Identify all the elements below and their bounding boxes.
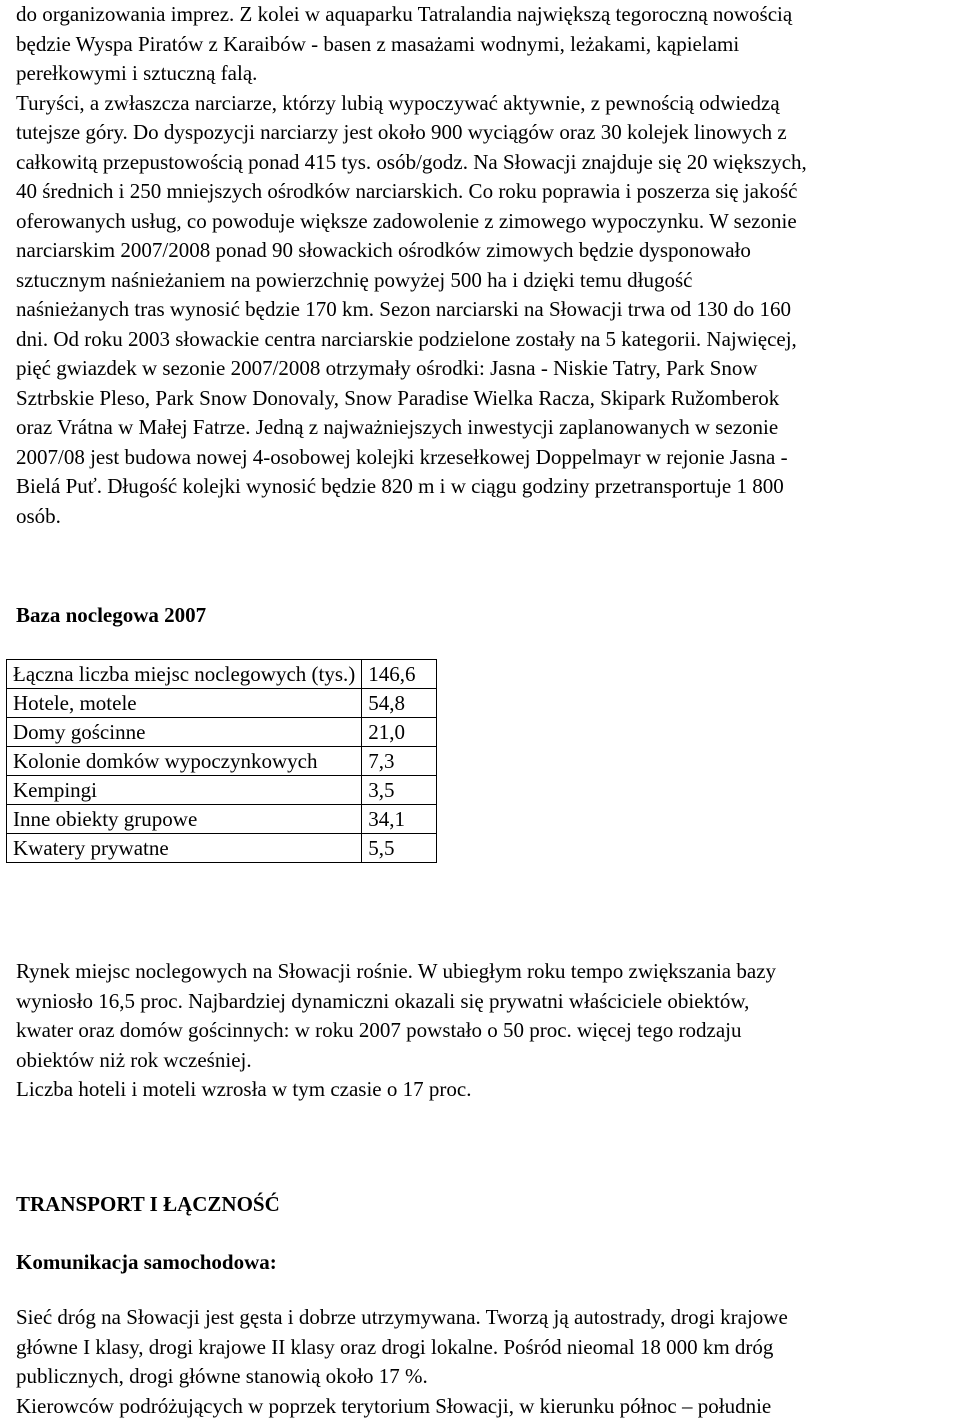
table-cell-label: Hotele, motele xyxy=(7,689,362,718)
text-line: pięć gwiazdek w sezonie 2007/2008 otrzymały ośrodki: Jasna - Niskie Tatry, Park Snow xyxy=(16,356,758,380)
text-line: całkowitą przepustowością ponad 415 tys. osób/godz. Na Słowacji znajduje się 20 większych, xyxy=(16,149,807,174)
text-line: Liczba hoteli i moteli wzrosła w tym czasie o 17 proc. xyxy=(16,1077,472,1101)
section-heading-accommodation: Baza noclegowa 2007 xyxy=(16,603,207,627)
text-line: Rynek miejsc noclegowych na Słowacji rośnie. W ubiegłym roku tempo zwiększania bazy xyxy=(16,959,777,983)
text-line: tutejsze góry. Do dyspozycji narciarzy jest około 900 wyciągów oraz 30 kolejek linowych z xyxy=(16,120,787,144)
text-line: obiektów niż rok wcześniej. xyxy=(16,1047,252,1072)
text-line: Sztrbskie Pleso, Park Snow Donovaly, Snow Paradise Wielka Racza, Skipark Ružomberok xyxy=(16,385,780,410)
table-cell-label: Domy gościnne xyxy=(7,718,362,747)
text-line: do organizowania imprez. Z kolei w aquaparku Tatralandia największą tegoroczną nowością xyxy=(16,2,793,26)
text-line: osób. xyxy=(16,503,61,528)
paragraph-accommodation-market xyxy=(16,957,776,1105)
table-cell-label: Kempingi xyxy=(7,776,362,805)
table-cell-label: Łączna liczba miejsc noclegowych (tys.) xyxy=(7,660,362,689)
accommodation-table xyxy=(6,659,437,863)
text-line: Turyści, a zwłaszcza narciarze, którzy lubią wypoczywać aktywnie, z pewnością odwiedzą xyxy=(16,90,780,115)
text-line: 2007/08 jest budowa nowej 4-osobowej kolejki krzesełkowej Doppelmayr w rejonie Jasna - xyxy=(16,444,788,469)
text-line: będzie Wyspa Piratów z Karaibów - basen z masażami wodnymi, leżakami, kąpielami xyxy=(16,31,740,56)
table-row xyxy=(7,834,437,863)
text-line: wyniosło 16,5 proc. Najbardziej dynamiczni okazali się prywatni właściciele obiektów, xyxy=(16,988,750,1013)
table-cell-label: Kolonie domków wypoczynkowych xyxy=(7,747,362,776)
table-row xyxy=(7,776,437,805)
paragraph-tourism xyxy=(16,0,807,531)
subheading-road-transport: Komunikacja samochodowa: xyxy=(16,1250,277,1274)
table-cell-value: 7,3 xyxy=(362,747,437,776)
text-line: perełkowymi i sztuczną falą. xyxy=(16,61,258,85)
text-line: oferowanych usług, co powoduje większe zadowolenie z zimowego wypoczynku. W sezonie xyxy=(16,208,797,233)
table-cell-value: 3,5 xyxy=(362,776,437,805)
table-cell-value: 54,8 xyxy=(362,689,437,718)
table-row xyxy=(7,805,437,834)
text-line: oraz Vrátna w Małej Fatrze. Jedną z najważniejszych inwestycji zaplanowanych w sezonie xyxy=(16,415,779,439)
table-cell-value: 34,1 xyxy=(362,805,437,834)
section-heading-transport: TRANSPORT I ŁĄCZNOŚĆ xyxy=(16,1192,280,1216)
table-cell-label: Kwatery prywatne xyxy=(7,834,362,863)
table-cell-value: 21,0 xyxy=(362,718,437,747)
table-row xyxy=(7,747,437,776)
text-line: Sieć dróg na Słowacji jest gęsta i dobrze utrzymywana. Tworzą ją autostrady, drogi krajowe xyxy=(16,1305,788,1329)
text-line: naśnieżanych tras wynosić będzie 170 km. Sezon narciarski na Słowacji trwa od 130 do 160 xyxy=(16,297,792,321)
table-row xyxy=(7,660,437,689)
text-line: Bielá Puť. Długość kolejki wynosić będzie 820 m i w ciągu godziny przetransportuje 1 800 xyxy=(16,474,784,498)
table-cell-value: 5,5 xyxy=(362,834,437,863)
text-line: sztucznym naśnieżaniem na powierzchnię powyżej 500 ha i dzięki temu długość xyxy=(16,267,693,292)
paragraph-roads xyxy=(16,1303,788,1421)
text-line: narciarskim 2007/2008 ponad 90 słowackich ośrodków zimowych będzie dysponowało xyxy=(16,238,751,262)
text-line: 40 średnich i 250 mniejszych ośrodków narciarskich. Co roku poprawia i poszerza się jakość xyxy=(16,179,798,203)
table-row xyxy=(7,718,437,747)
text-line: dni. Od roku 2003 słowackie centra narciarskie podzielone zostały na 5 kategorii. Najwięcej, xyxy=(16,326,797,351)
table-cell-value: 146,6 xyxy=(362,660,437,689)
table-cell-label: Inne obiekty grupowe xyxy=(7,805,362,834)
table-row xyxy=(7,689,437,718)
text-line: główne I klasy, drogi krajowe II klasy oraz drogi lokalne. Pośród nieomal 18 000 km dróg xyxy=(16,1334,774,1359)
text-line: Kierowców podróżujących w poprzek terytorium Słowacji, w kierunku północ – południe xyxy=(16,1393,772,1418)
text-line: kwater oraz domów gościnnych: w roku 2007 powstało o 50 proc. więcej tego rodzaju xyxy=(16,1018,742,1042)
text-line: publicznych, drogi główne stanowią około 17 %. xyxy=(16,1364,428,1388)
